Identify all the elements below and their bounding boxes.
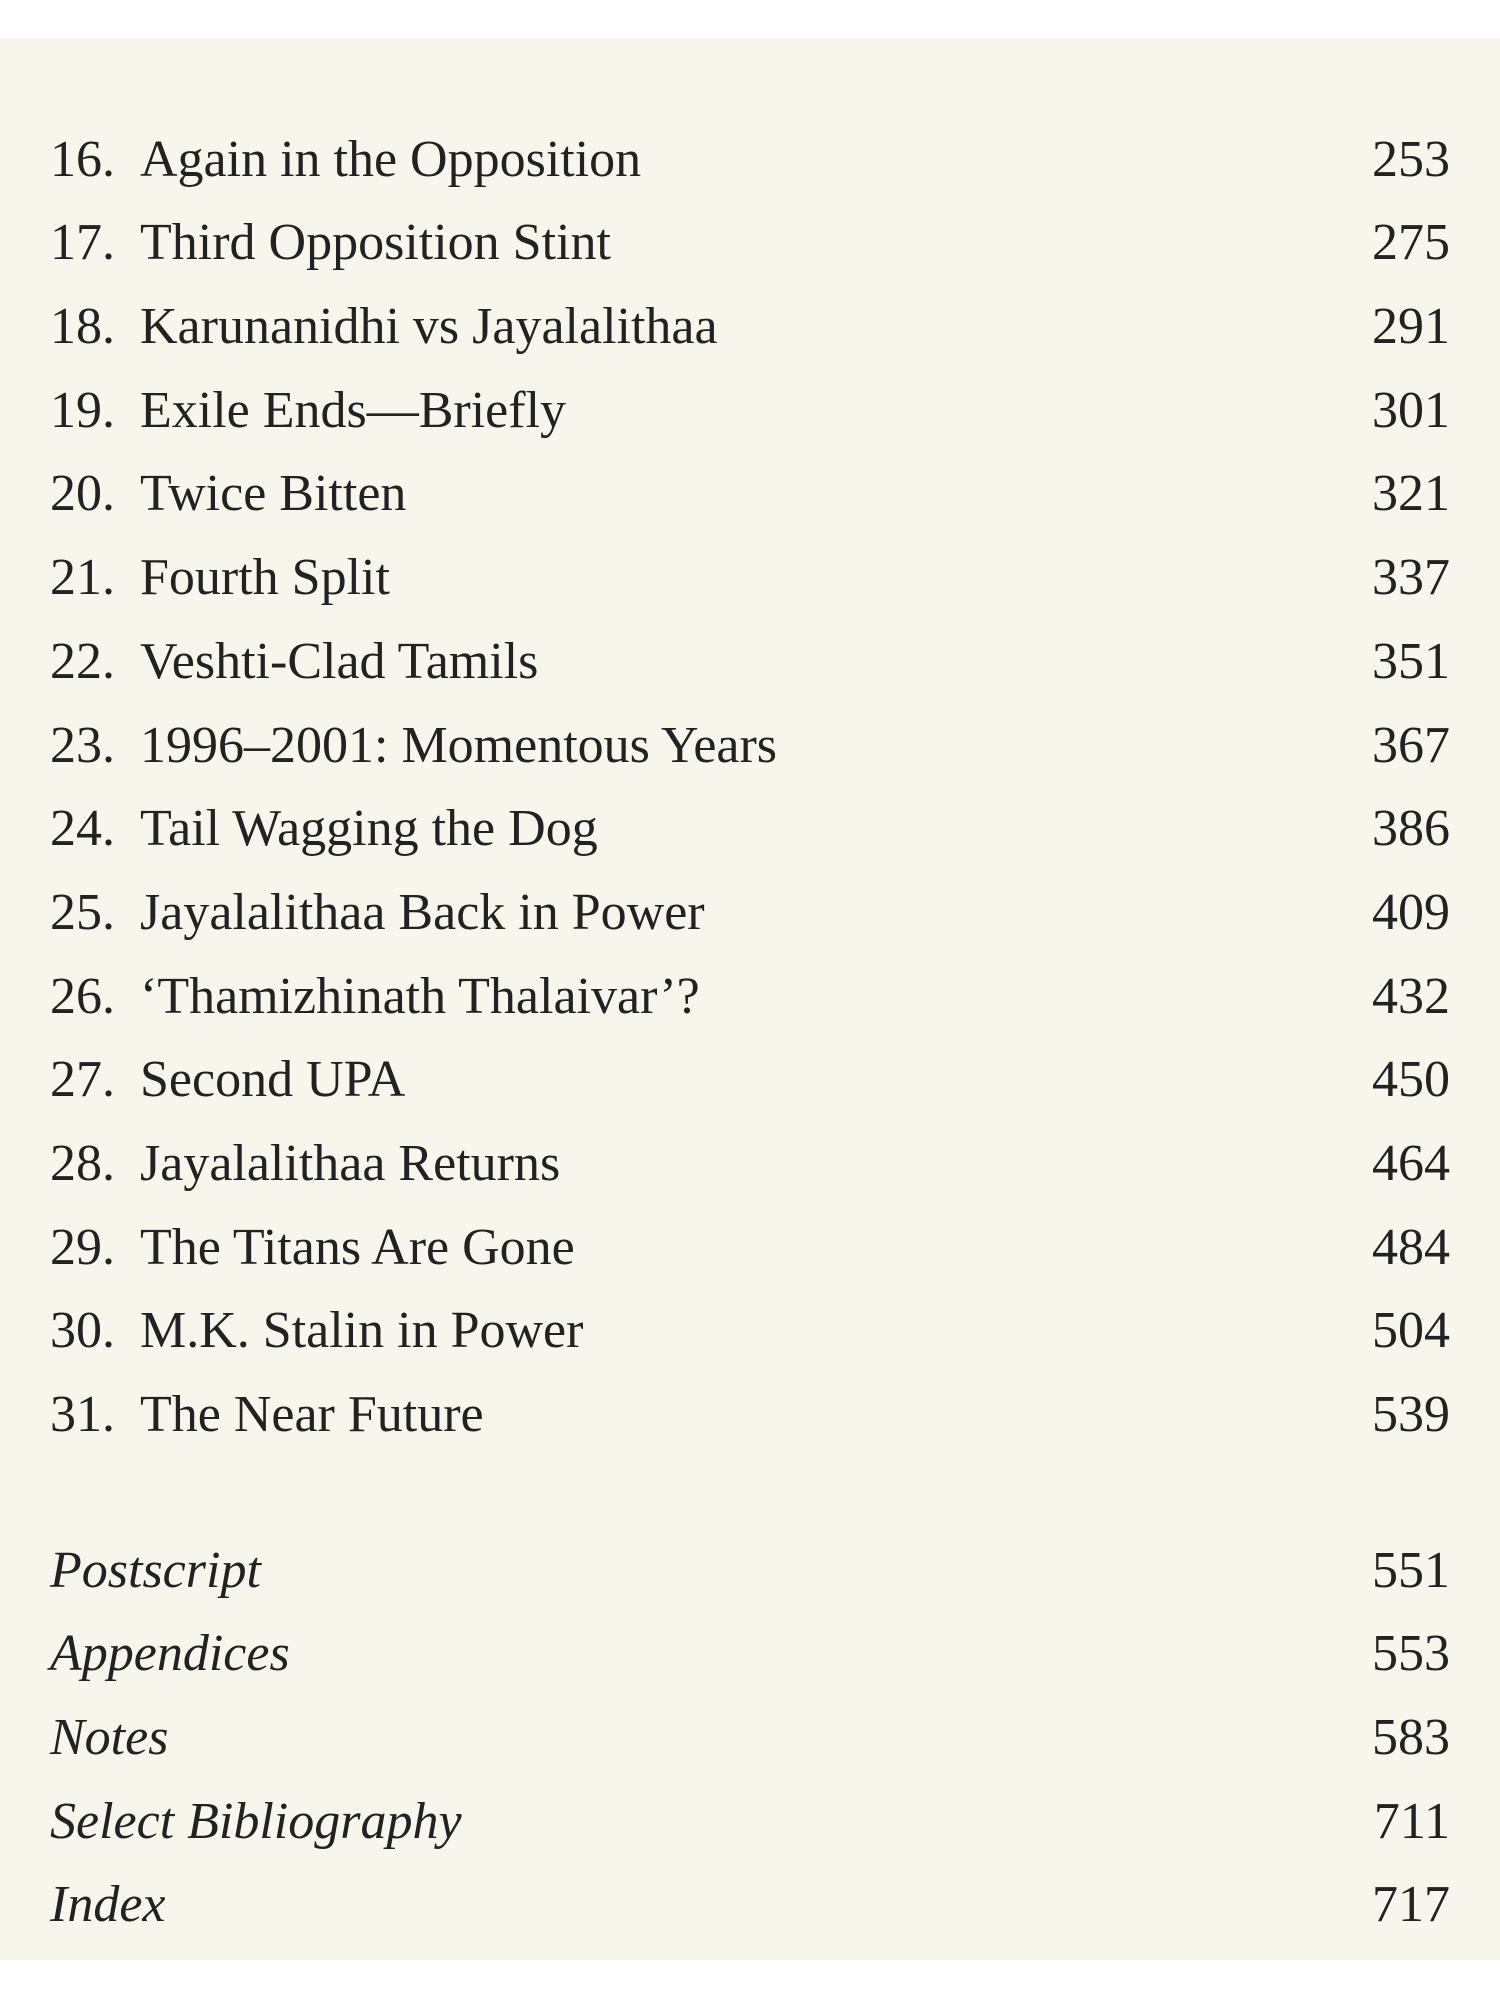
back-matter-title: Select Bibliography	[50, 1793, 462, 1850]
contents-page	[0, 38, 1500, 1960]
page-number: 539	[1372, 1386, 1450, 1443]
chapter-number: 16.	[50, 131, 115, 188]
chapter-number: 20.	[50, 465, 115, 522]
toc-entry-chapter-16[interactable]	[50, 130, 1450, 190]
chapter-number: 26.	[50, 968, 115, 1025]
page-number: 291	[1372, 298, 1450, 355]
chapter-number: 23.	[50, 717, 115, 774]
page-number: 464	[1372, 1135, 1450, 1192]
back-matter-title: Index	[50, 1876, 166, 1933]
chapter-title: Jayalalithaa Back in Power	[140, 884, 705, 941]
toc-entry-chapter-17[interactable]	[50, 213, 1450, 273]
page-number: 432	[1372, 968, 1450, 1025]
page-number: 504	[1372, 1302, 1450, 1359]
toc-entry-chapter-18[interactable]	[50, 297, 1450, 357]
toc-entry-chapter-20[interactable]	[50, 464, 1450, 524]
page-number: 367	[1372, 717, 1450, 774]
chapter-title: Fourth Split	[140, 549, 390, 606]
chapter-title: Karunanidhi vs Jayalalithaa	[140, 298, 718, 355]
toc-entry-notes[interactable]	[50, 1708, 1450, 1768]
page-number: 711	[1373, 1793, 1450, 1850]
page-number: 551	[1372, 1542, 1450, 1599]
page-number: 450	[1372, 1051, 1450, 1108]
chapter-number: 21.	[50, 549, 115, 606]
toc-entry-chapter-29[interactable]	[50, 1218, 1450, 1278]
chapter-title: Second UPA	[140, 1051, 406, 1108]
page-number: 409	[1372, 884, 1450, 941]
chapter-title: Jayalalithaa Returns	[140, 1135, 561, 1192]
page-number: 351	[1372, 633, 1450, 690]
chapter-number: 27.	[50, 1051, 115, 1108]
chapter-title: Tail Wagging the Dog	[140, 800, 598, 857]
toc-entry-chapter-26[interactable]	[50, 967, 1450, 1027]
chapter-number: 28.	[50, 1135, 115, 1192]
page-number: 583	[1372, 1709, 1450, 1766]
chapter-number: 30.	[50, 1302, 115, 1359]
toc-entry-chapter-30[interactable]	[50, 1301, 1450, 1361]
page-number: 553	[1372, 1625, 1450, 1682]
page-number: 386	[1372, 800, 1450, 857]
chapter-number: 25.	[50, 884, 115, 941]
toc-entry-chapter-21[interactable]	[50, 548, 1450, 608]
toc-entry-chapter-27[interactable]	[50, 1050, 1450, 1110]
page-number: 275	[1372, 214, 1450, 271]
chapter-number: 18.	[50, 298, 115, 355]
chapter-title: 1996–2001: Momentous Years	[140, 717, 778, 774]
chapter-title: Exile Ends—Briefly	[140, 382, 567, 439]
chapter-number: 17.	[50, 214, 115, 271]
toc-entry-chapter-25[interactable]	[50, 883, 1450, 943]
toc-entry-select-bibliography[interactable]	[50, 1792, 1450, 1852]
chapter-title: Twice Bitten	[140, 465, 407, 522]
page-number: 717	[1372, 1876, 1450, 1933]
toc-entry-index[interactable]	[50, 1875, 1450, 1935]
chapter-title: The Titans Are Gone	[140, 1219, 575, 1276]
chapter-number: 24.	[50, 800, 115, 857]
toc-entry-chapter-19[interactable]	[50, 381, 1450, 441]
toc-entry-postscript[interactable]	[50, 1541, 1450, 1601]
toc-entry-chapter-22[interactable]	[50, 632, 1450, 692]
page-number: 321	[1372, 465, 1450, 522]
chapter-number: 31.	[50, 1386, 115, 1443]
page-number: 253	[1372, 131, 1450, 188]
toc-entry-chapter-24[interactable]	[50, 799, 1450, 859]
toc-entry-chapter-31[interactable]	[50, 1385, 1450, 1445]
chapter-title: The Near Future	[140, 1386, 484, 1443]
chapter-number: 19.	[50, 382, 115, 439]
page-number: 484	[1372, 1219, 1450, 1276]
chapter-title: M.K. Stalin in Power	[140, 1302, 584, 1359]
back-matter-title: Postscript	[50, 1542, 261, 1599]
chapter-number: 22.	[50, 633, 115, 690]
chapter-title: Veshti-Clad Tamils	[140, 633, 539, 690]
toc-entry-chapter-23[interactable]	[50, 716, 1450, 776]
chapter-title: Third Opposition Stint	[140, 214, 611, 271]
chapter-title: ‘Thamizhinath Thalaivar’?	[140, 968, 700, 1025]
toc-entry-appendices[interactable]	[50, 1624, 1450, 1684]
page-number: 337	[1372, 549, 1450, 606]
toc-entry-chapter-28[interactable]	[50, 1134, 1450, 1194]
chapter-number: 29.	[50, 1219, 115, 1276]
back-matter-title: Appendices	[50, 1625, 290, 1682]
chapter-title: Again in the Opposition	[140, 131, 642, 188]
back-matter-title: Notes	[50, 1709, 169, 1766]
page-number: 301	[1372, 382, 1450, 439]
